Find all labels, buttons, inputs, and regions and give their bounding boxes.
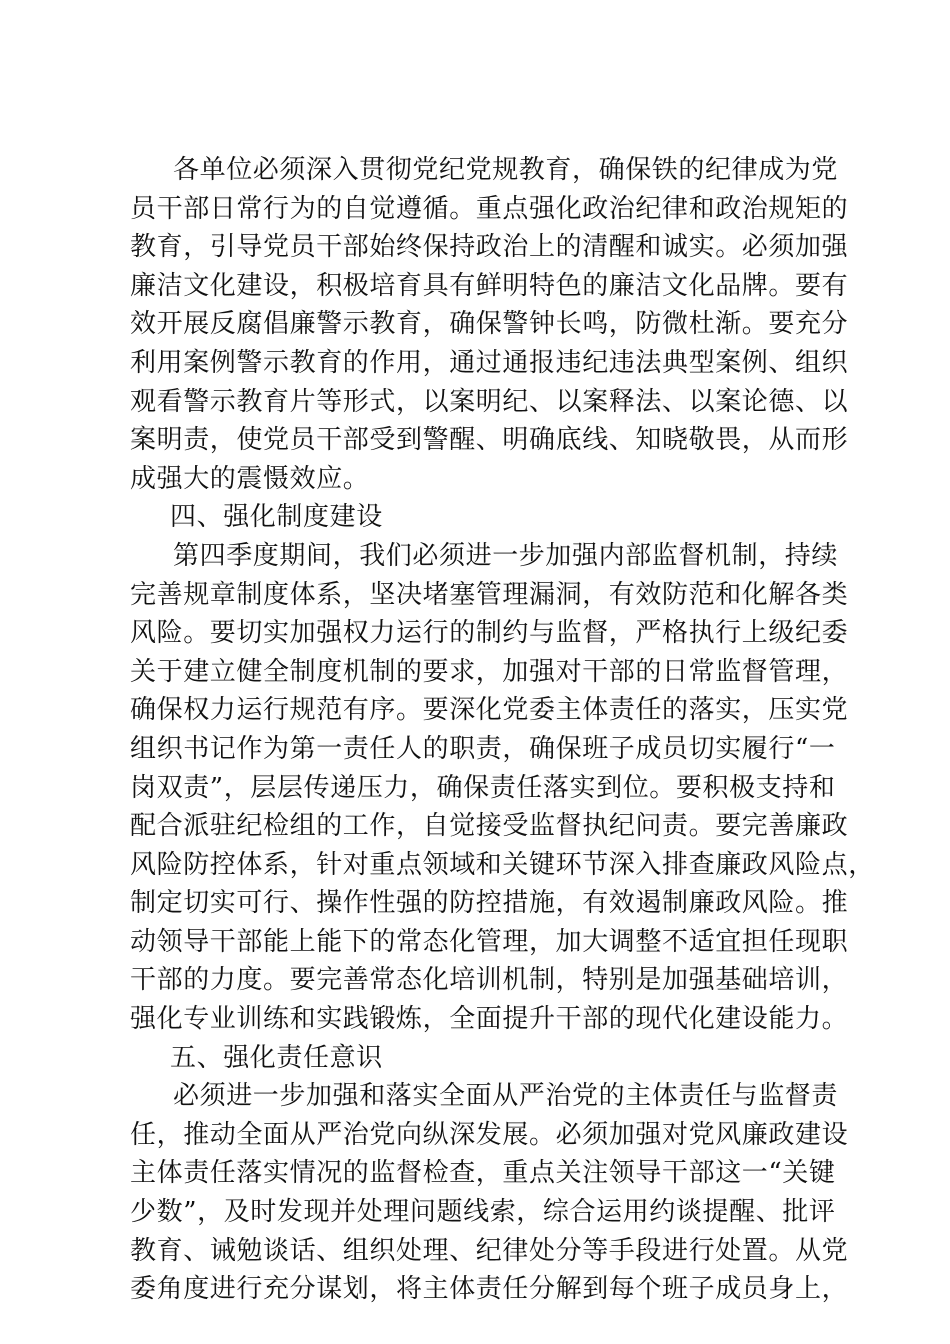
paragraph-line: 强化专业训练和实践锻炼，全面提升干部的现代化建设能力。 [130, 1004, 849, 1035]
document-body [130, 151, 875, 1309]
paragraph-line: 各单位必须深入贯彻党纪党规教育，确保铁的纪律成为党 [173, 155, 839, 185]
paragraph-line: 利用案例警示教育的作用，通过通报违纪违法典型案例、组织 [130, 347, 849, 378]
paragraph-line: 教育、诫勉谈话、组织处理、纪律处分等手段进行处置。从党 [130, 1235, 849, 1266]
paragraph-line: 任，推动全面从严治党向纵深发展。必须加强对党风廉政建设 [130, 1119, 849, 1150]
paragraph-line: 成强大的震慑效应。 [130, 463, 370, 494]
paragraph-line: 干部的力度。要完善常态化培训机制，特别是加强基础培训， [130, 965, 849, 996]
section-heading-5: 五、强化责任意识 [170, 1042, 383, 1073]
paragraph-line: 少数”，及时发现并处理问题线索，综合运用约谈提醒、批评 [130, 1197, 836, 1228]
paragraph-line: 案明责，使党员干部受到警醒、明确底线、知晓敬畏，从而形 [130, 425, 849, 456]
paragraph-line: 岗双责”，层层传递压力，确保责任落实到位。要积极支持和 [130, 772, 836, 803]
paragraph-line: 制定切实可行、操作性强的防控措施，有效遏制廉政风险。推 [130, 888, 849, 919]
paragraph-line: 效开展反腐倡廉警示教育，确保警钟长鸣，防微杜渐。要充分 [130, 309, 849, 340]
section-4-paragraph [130, 537, 875, 1039]
section-heading-4: 四、强化制度建设 [170, 502, 383, 533]
paragraph-line: 主体责任落实情况的监督检查，重点关注领导干部这一“关键 [130, 1158, 836, 1189]
paragraph-line: 风险防控体系，针对重点领域和关键环节深入排查廉政风险点， [130, 849, 875, 880]
paragraph-line: 确保权力运行规范有序。要深化党委主体责任的落实，压实党 [130, 695, 849, 726]
paragraph-line: 廉洁文化建设，积极培育具有鲜明特色的廉洁文化品牌。要有 [130, 270, 849, 301]
paragraph-line: 组织书记作为第一责任人的职责，确保班子成员切实履行“一 [130, 733, 836, 764]
paragraph-line: 第四季度期间，我们必须进一步加强内部监督机制，持续 [173, 540, 839, 571]
paragraph-line: 风险。要切实加强权力运行的制约与监督，严格执行上级纪委 [130, 618, 849, 649]
paragraph-line: 关于建立健全制度机制的要求，加强对干部的日常监督管理， [130, 656, 849, 687]
section-5-paragraph [130, 1077, 849, 1309]
paragraph-line: 完善规章制度体系，坚决堵塞管理漏洞，有效防范和化解各类 [130, 579, 849, 610]
paragraph-line: 动领导干部能上能下的常态化管理，加大调整不适宜担任现职 [130, 926, 849, 957]
paragraph-line: 教育，引导党员干部始终保持政治上的清醒和诚实。必须加强 [130, 232, 849, 263]
intro-paragraph [130, 151, 849, 498]
paragraph-line: 委角度进行充分谋划，将主体责任分解到每个班子成员身上， [130, 1274, 849, 1305]
paragraph-line: 观看警示教育片等形式，以案明纪、以案释法、以案论德、以 [130, 386, 849, 417]
paragraph-line: 必须进一步加强和落实全面从严治党的主体责任与监督责 [173, 1081, 839, 1112]
paragraph-line: 员干部日常行为的自觉遵循。重点强化政治纪律和政治规矩的 [130, 193, 849, 224]
paragraph-line: 配合派驻纪检组的工作，自觉接受监督执纪问责。要完善廉政 [130, 811, 849, 842]
